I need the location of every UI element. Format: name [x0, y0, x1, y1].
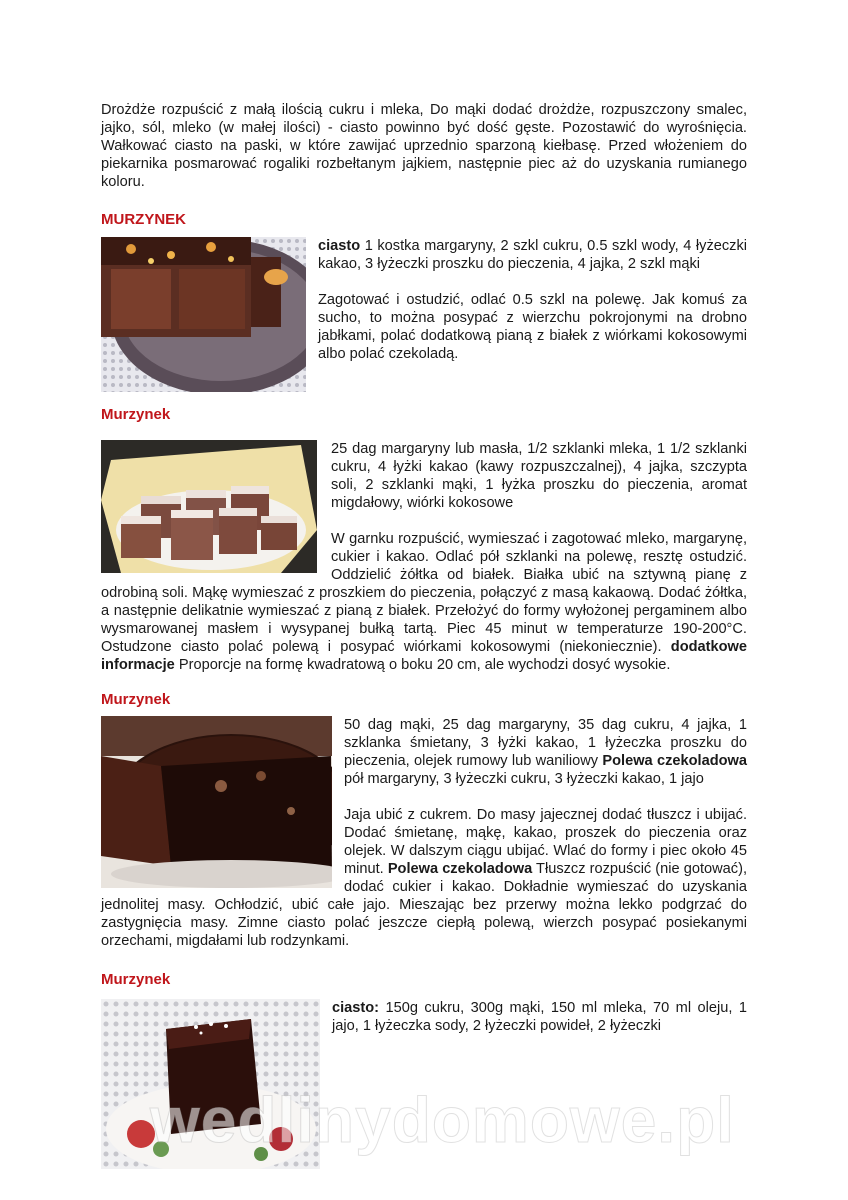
recipe-3: [101, 691, 747, 950]
glaze-text: pół margaryny, 3 łyżeczki cukru, 3 łyżeczki kakao, 1 jajo: [344, 771, 704, 787]
ingredients-text: 150g cukru, 300g mąki, 150 ml mleka, 70 ml oleju, 1 jajo, 1 łyżeczka sody, 2 łyżeczki powideł, 2 łyżeczki: [332, 1000, 747, 1034]
recipe-1: [101, 211, 747, 396]
cake-slice-on-floral-plate-photo: [101, 999, 320, 1169]
recipe-title: MURZYNEK: [101, 211, 186, 228]
glaze-label: Polewa czekoladowa: [602, 753, 747, 769]
method-label: Polewa czekoladowa: [387, 861, 533, 877]
extra-label: dodatkowe informacje: [101, 639, 747, 673]
coconut-brownie-squares-photo: [101, 440, 317, 573]
ingredients-text: 1 kostka margaryny, 2 szkl cukru, 0.5 szkl wody, 4 łyżeczki kakao, 3 łyżeczki proszku do pieczenia, 4 jajka, 2 szkl mąki: [318, 238, 747, 272]
recipe-method: Zagotować i ostudzić, odlać 0.5 szkl na polewę. Jak komuś za sucho, to można posypać z wierzchu pokrojonymi na drobno jabłkami, polać dodatkową pianą z białek z wiórkami kokosowymi albo polać czekoladą.: [318, 292, 747, 362]
ingredients-label: ciasto:: [332, 1000, 380, 1016]
cake-slices-on-glass-plate-photo: [101, 237, 306, 392]
recipe-title: Murzynek: [101, 691, 171, 708]
recipe-4: [101, 971, 747, 1035]
method-tail: Tłuszcz rozpuścić (nie gotować), dodać cukier i kakao. Dokładnie wymieszać do uzyskania jednolitej masy. Ochłodzić, ubić całe jajo. Mieszając bez przerwy można lekko podgrzać do zastygnięcia masy. Zimne ciasto polać jeszcze ciepłą polewą, wierzch posypać posiekanymi orzechami, migdałami lub rodzynkami.: [101, 861, 747, 949]
recipe-title: Murzynek: [101, 971, 171, 988]
recipe-ingredients: 25 dag margaryny lub masła, 1/2 szklanki mleka, 1 1/2 szklanki cukru, 4 łyżki kakao (kawy rozpuszczalnej), 4 jajka, szczypta soli, 2 szklanki mąki, 1 łyżka proszku do pieczenia, aromat migdałowy, wiórki kokosowe: [331, 441, 747, 511]
watermark: wedlinydomowe.pl: [150, 1084, 735, 1156]
intro-paragraph: Drożdże rozpuścić z małą ilością cukru i mleka, Do mąki dodać drożdże, rozpuszczony smalec, jajko, sól, mleko (w małej ilości) - ciasto powinno być dość gęste. Pozostawić do wyrośnięcia. Wałkować ciasto na paski, w które zawijać uprzednio sparzoną kiełbasę. Przed włożeniem do piekarnika posmarować rogaliki rozbełtanym jajkiem, następnie piec aż do uzyskania rumianego koloru.: [101, 102, 747, 190]
recipe-title: Murzynek: [101, 406, 171, 423]
recipe-2: [101, 406, 747, 674]
method-text: Jaja ubić z cukrem. Do masy jajecznej dodać tłuszcz i ubijać. Dodać śmietanę, mąkę, kakao, proszek do pieczenia oraz olejek. W dalszym ciągu ubijać. Wlać do formy i piec około 45 minut.: [344, 807, 747, 877]
ingredients-text: 50 dag mąki, 25 dag margaryny, 35 dag cukru, 4 jajka, 1 szklanka śmietany, 3 łyżki kakao, 1 łyżeczka proszku do pieczenia, olejek rumowy lub waniliowy: [344, 717, 747, 769]
ingredients-label: ciasto: [318, 238, 361, 254]
document-page: [101, 101, 747, 1173]
glazed-chocolate-cake-photo: [101, 716, 332, 888]
extra-text: Proporcje na formę kwadratową o boku 20 cm, ale wychodzi dosyć wysokie.: [174, 657, 671, 673]
method-text: W garnku rozpuścić, wymieszać i zagotować mleko, margarynę, cukier i kakao. Odlać pół szklanki na polewę, resztę ostudzić. Oddzielić żółtka od białek. Białka ubić na sztywną pianę z odrobiną soli. Mąkę wymieszać z proszkiem do pieczenia, połączyć z masą kakaową. Dodać żółtka, a następnie delikatnie wymieszać z pianą z białek. Przełożyć do formy wyłożonej pergaminem albo wysmarowanej masłem i wysypanej bułką tartą. Piec 45 minut w temperaturze 190-200°C. Ostudzone ciasto polać polewą i posypać wiórkami kokosowymi (niekoniecznie).: [101, 531, 747, 655]
